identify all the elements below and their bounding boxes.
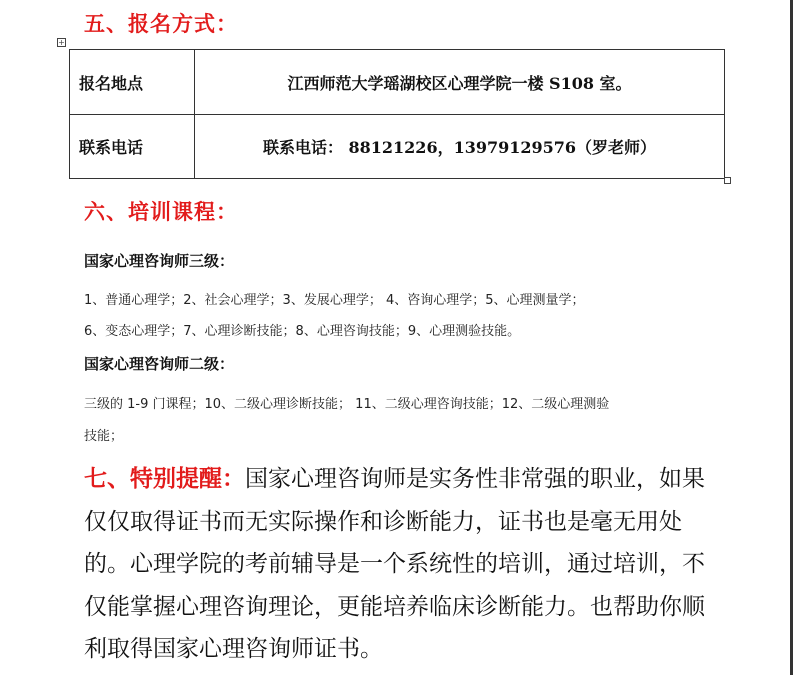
location-label: 报名地点 [70,50,195,115]
registration-table [69,49,725,179]
special-reminder-text: 国家心理咨询师是实务性非常强的职业，如果仅仅取得证书而无实际操作和诊断能力，证书也是毫无用处的。心理学院的考前辅导是一个系统性的培训，通过培训，不仅能掌握心理咨询理论，更能培养临床诊断能力。也帮助你顺利取得国家心理咨询师证书。 [84,466,705,662]
phone-label: 联系电话 [70,115,195,179]
table-resize-handle[interactable] [724,177,731,184]
level2-courses-line-1: 三级的 1-9 门课程；10、二级心理诊断技能； 11、二级心理咨询技能；12、二级心理测验 [84,397,610,412]
level3-courses-line-1: 1、普通心理学；2、社会心理学；3、发展心理学； 4、咨询心理学；5、心理测量学； [84,293,585,308]
table-row [70,115,725,179]
level2-courses-line-2: 技能； [84,429,124,444]
section-heading-courses: 六、培训课程： [84,199,238,224]
table-move-handle-icon[interactable]: + [58,38,65,47]
phone-value: 联系电话： 88121226，13979129576（罗老师） [195,115,725,179]
level2-title: 国家心理咨询师二级： [84,355,235,373]
special-reminder-label: 七、特别提醒： [84,466,245,492]
special-reminder-paragraph [84,458,724,671]
section-heading-registration: 五、报名方式： [84,11,238,36]
table-row [70,50,725,115]
location-value: 江西师范大学瑶湖校区心理学院一楼 S108 室。 [195,50,725,115]
level3-courses-line-2: 6、变态心理学；7、心理诊断技能；8、心理咨询技能；9、心理测验技能。 [84,324,521,339]
level3-title: 国家心理咨询师三级： [84,252,235,270]
